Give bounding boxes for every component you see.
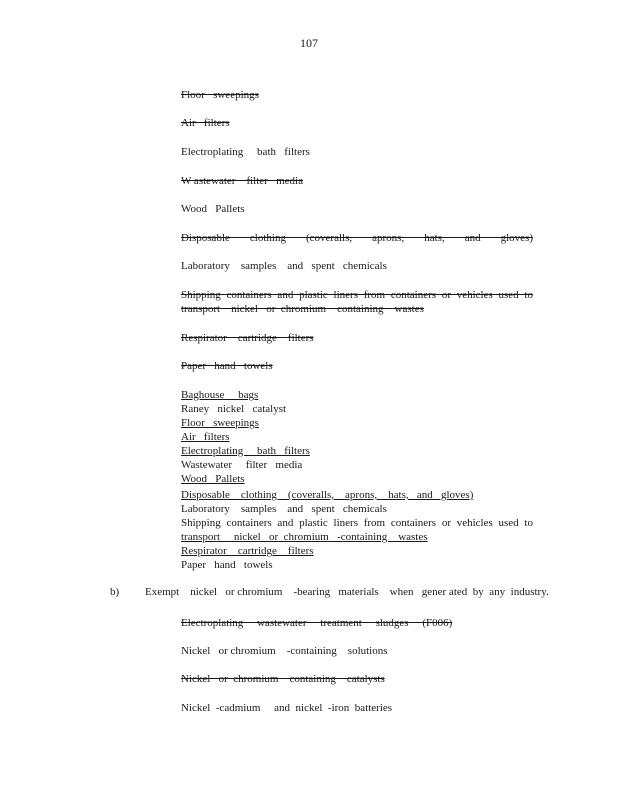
struck-item-wastewater-filter-media: W astewater filter media: [181, 175, 303, 187]
new-item-respirator-filters: Respirator cartridge filters: [181, 545, 314, 557]
new-item-baghouse-bags: Baghouse bags: [181, 389, 259, 401]
new-item-wastewater-filter-media: Wastewater filter media: [181, 459, 303, 471]
struck-item-disposable-clothing: Disposable clothing (coveralls, aprons, hats, and gloves): [181, 232, 533, 244]
page-number: 107: [300, 36, 318, 50]
section-b-label: b): [110, 586, 120, 598]
struck-item-respirator-filters: Respirator cartridge filters: [181, 332, 314, 344]
struck-item-paper-towels: Paper hand towels: [181, 360, 273, 372]
item-electroplating-bath-filters: Electroplating bath filters: [181, 146, 310, 158]
new-item-shipping-containers-line2: transport nickel or chromium -containing wastes: [181, 531, 428, 543]
struck-item-floor-sweepings: Floor sweepings: [181, 89, 259, 101]
new-item-shipping-containers-line1: Shipping containers and plastic liners from containers or vehicles used to: [181, 517, 533, 529]
struck-item-nickel-chromium-catalysts: Nickel or chromium containing catalysts: [181, 673, 385, 685]
new-item-air-filters: Air filters: [181, 431, 230, 443]
new-item-electroplating-bath-filters: Electroplating bath filters: [181, 445, 310, 457]
item-batteries: Nickel -cadmium and nickel -iron batteries: [181, 702, 393, 714]
item-nickel-chromium-solutions: Nickel or chromium -containing solutions: [181, 645, 388, 657]
new-item-disposable-clothing: Disposable clothing (coveralls, aprons, hats, and gloves): [181, 489, 474, 501]
struck-item-shipping-containers-line1: Shipping containers and plastic liners from containers or vehicles used to: [181, 289, 533, 301]
new-item-raney-nickel: Raney nickel catalyst: [181, 403, 287, 415]
new-item-paper-towels: Paper hand towels: [181, 559, 273, 571]
struck-item-electroplating-sludges: Electroplating wastewater treatment sludges (F006): [181, 617, 453, 629]
section-b-heading: Exempt nickel or chromium -bearing materials when gener ated by any industry.: [145, 586, 549, 598]
struck-item-air-filters: Air filters: [181, 117, 230, 129]
struck-item-shipping-containers-line2: transport nickel or chromium containing wastes: [181, 303, 424, 315]
item-laboratory-samples: Laboratory samples and spent chemicals: [181, 260, 387, 272]
new-item-laboratory-samples: Laboratory samples and spent chemicals: [181, 503, 387, 515]
item-wood-pallets: Wood Pallets: [181, 203, 245, 215]
new-item-floor-sweepings: Floor sweepings: [181, 417, 259, 429]
new-item-wood-pallets: Wood Pallets: [181, 473, 245, 485]
